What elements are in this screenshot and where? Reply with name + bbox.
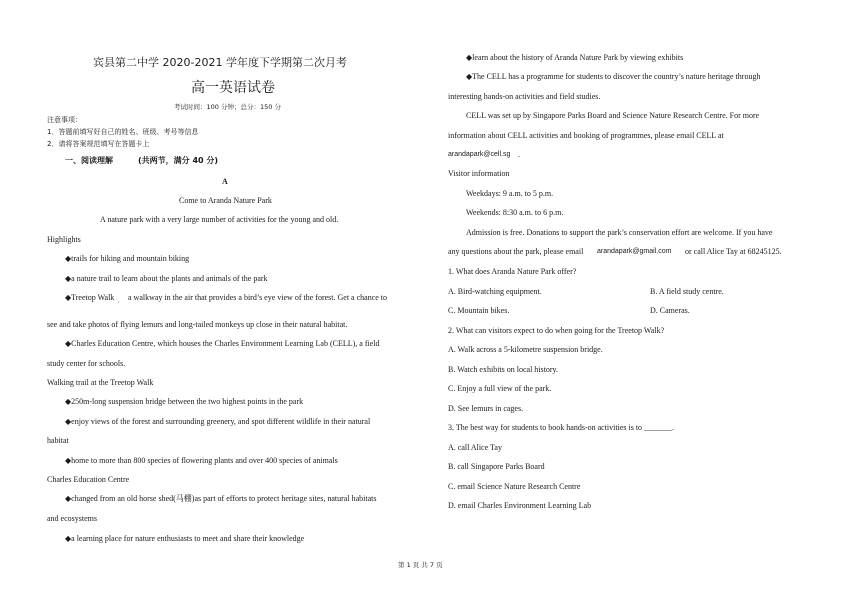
visitor-weekends: Weekends: 8:30 a.m. to 6 p.m. [466, 208, 564, 217]
cell-paragraph: CELL was set up by Singapore Parks Board and Science Nature Research Centre. For more [466, 111, 760, 120]
highlight-item: ◆Treetop Walk [65, 293, 115, 302]
section-points: (共两节，满分 40 分) [138, 156, 219, 165]
question-3-option-c: C. email Science Nature Research Centre [448, 482, 581, 491]
admission-paragraph: any questions about the park, please email [448, 247, 584, 256]
question-1-option-b: B. A field study centre. [650, 287, 724, 296]
question-3-option-d: D. email Charles Environment Learning Lab [448, 501, 592, 510]
question-2-option-c: C. Enjoy a full view of the park. [448, 384, 552, 393]
school-title: 宾县第二中学 2020-2021 学年度下学期第二次月考 [93, 56, 347, 69]
question-1: 1. What does Aranda Nature Park offer? [448, 267, 577, 276]
highlight-item: study center for schools. [47, 359, 126, 368]
walk-item: ◆enjoy views of the forest and surrounding greenery, and spot different wildlife in their natural [65, 417, 371, 426]
admission-email: arandapark@gmail.com [597, 248, 672, 255]
centre-item: ◆changed from an old horse shed(马棚)as part of efforts to protect heritage sites, natural habitats [65, 494, 377, 503]
question-2-option-a: A. Walk across a 5-kilometre suspension bridge. [448, 345, 603, 354]
question-2: 2. What can visitors expect to do when going for the Treetop Walk? [448, 326, 665, 335]
section-heading: 一、阅读理解 [65, 156, 113, 165]
notes-item-2: 2．请将答案规范填写在答题卡上 [47, 140, 150, 148]
notes-item-1: 1．答题前填写好自己的姓名、班级、考号等信息 [47, 128, 199, 136]
cell-email-dot: . [518, 150, 520, 159]
question-2-option-b: B. Watch exhibits on local history. [448, 365, 559, 374]
centre-item: interesting hands-on activities and field studies. [448, 92, 601, 101]
centre-heading: Charles Education Centre [47, 475, 130, 484]
question-2-option-d: D. See lemurs in cages. [448, 404, 524, 413]
question-1-option-c: C. Mountain bikes. [448, 306, 510, 315]
passage-subtitle: A nature park with a very large number of activities for the young and old. [100, 215, 339, 224]
page-number: 第 1 页 共 7 页 [398, 561, 443, 569]
highlight-comma: ， [118, 299, 124, 304]
passage-title: Come to Aranda Nature Park [179, 196, 272, 205]
highlight-item: ◆a nature trail to learn about the plants and animals of the park [65, 274, 268, 283]
passage-label: A [222, 177, 228, 186]
notes-heading: 注意事项： [47, 116, 82, 124]
exam-info: 考试时间：100 分钟；总分：150 分 [174, 103, 281, 111]
admission-paragraph: or call Alice Tay at 68245125. [685, 247, 782, 256]
centre-item: ◆a learning place for nature enthusiasts to meet and share their knowledge [65, 534, 305, 543]
question-3: 3. The best way for students to book hands-on activities is to _______. [448, 423, 675, 432]
highlight-item: a walkway in the air that provides a bird’s eye view of the forest. Get a chance to [128, 293, 388, 302]
highlight-item: see and take photos of flying lemurs and long-tailed monkeys up close in their natural habitat. [47, 320, 348, 329]
exam-title: 高一英语试卷 [191, 80, 275, 96]
highlights-heading: Highlights [47, 235, 81, 244]
question-3-option-b: B. call Singapore Parks Board [448, 462, 545, 471]
centre-item: ◆learn about the history of Aranda Nature Park by viewing exhibits [466, 53, 684, 62]
walk-item: ◆250m-long suspension bridge between the two highest points in the park [65, 397, 304, 406]
highlight-item: ◆Charles Education Centre, which houses the Charles Environment Learning Lab (CELL), a field [65, 339, 380, 348]
walk-item: habitat [47, 436, 69, 445]
highlight-item: ◆trails for hiking and mountain biking [65, 254, 190, 263]
question-1-option-d: D. Cameras. [650, 306, 690, 315]
cell-email: arandapark@cell.sg [448, 151, 511, 158]
cell-paragraph: information about CELL activities and booking of programmes, please email CELL at [448, 131, 724, 140]
admission-paragraph: Admission is free. Donations to support the park’s conservation effort are welcome. If you have [466, 228, 773, 237]
question-1-option-a: A. Bird-watching equipment. [448, 287, 542, 296]
walk-item: ◆home to more than 800 species of flowering plants and over 400 species of animals [65, 456, 338, 465]
visitor-weekdays: Weekdays: 9 a.m. to 5 p.m. [466, 189, 554, 198]
visitor-heading: Visitor information [448, 169, 510, 178]
centre-item: and ecosystems [47, 514, 97, 523]
centre-item: ◆The CELL has a programme for students to discover the country’s nature heritage through [466, 72, 761, 81]
question-3-option-a: A. call Alice Tay [448, 443, 502, 452]
walk-heading: Walking trail at the Treetop Walk [47, 378, 154, 387]
